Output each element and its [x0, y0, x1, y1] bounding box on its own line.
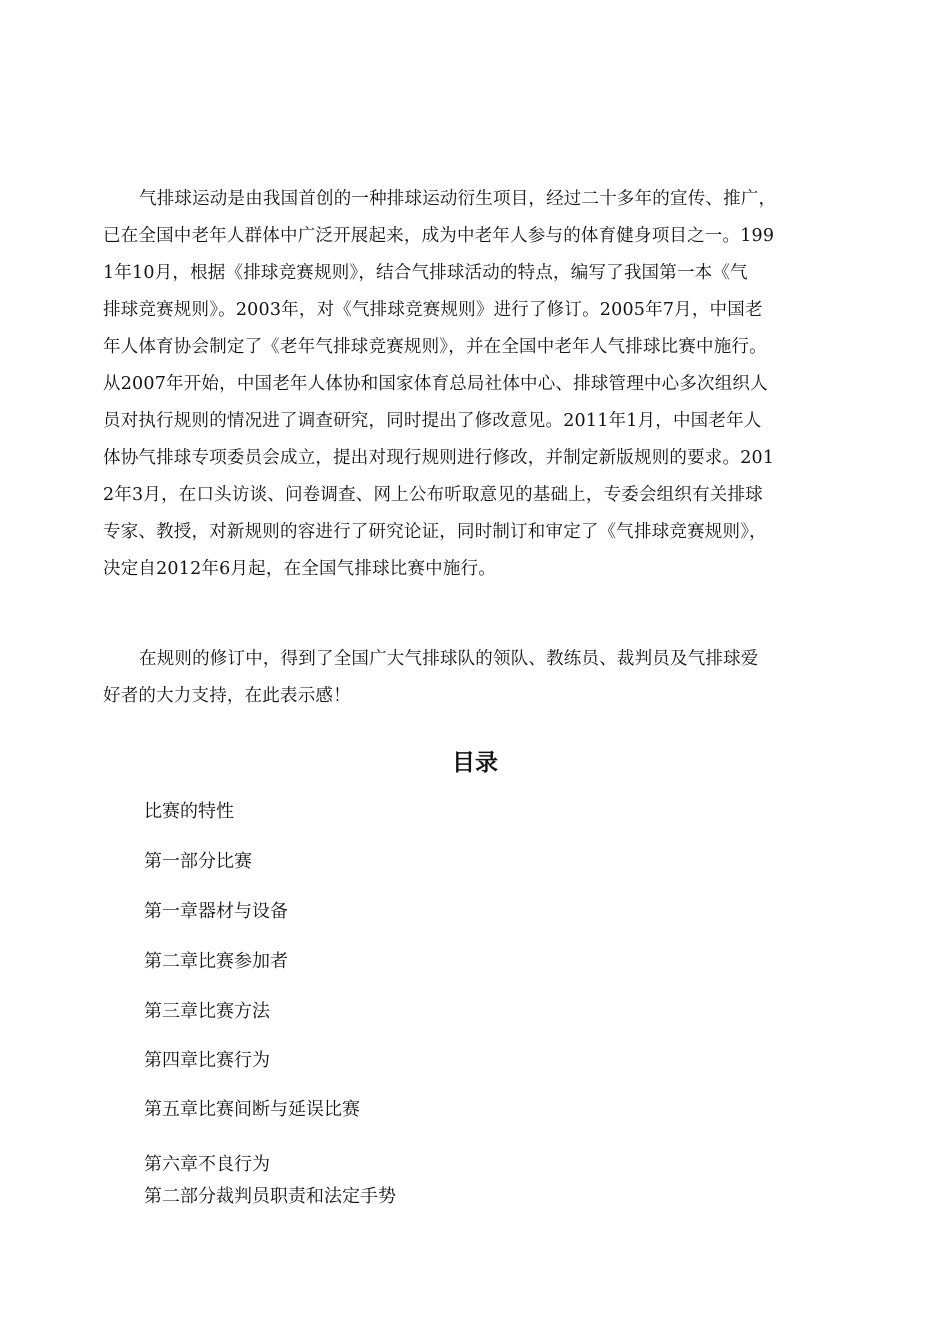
paragraph-line: 排球竞赛规则》。2003年，对《气排球竞赛规则》进行了修订。2005年7月，中国老 [103, 300, 763, 320]
toc-item[interactable]: 第三章比赛方法 [144, 1001, 270, 1022]
paragraph-line: 气排球运动是由我国首创的一种排球运动衍生项目，经过二十多年的宣传、推广， [139, 189, 777, 209]
paragraph-line: 1年10月，根据《排球竞赛规则》，结合气排球活动的特点，编写了我国第一本《气 [103, 263, 748, 283]
toc-item[interactable]: 第一部分比赛 [144, 851, 252, 872]
toc-item[interactable]: 第六章不良行为 [144, 1154, 270, 1175]
toc-item[interactable]: 第一章器材与设备 [144, 901, 288, 922]
paragraph-line: 在规则的修订中，得到了全国广大气排球队的领队、教练员、裁判员及气排球爱 [139, 649, 759, 669]
paragraph-line: 专家、教授，对新规则的容进行了研究论证，同时制订和审定了《气排球竞赛规则》， [103, 522, 767, 542]
paragraph-line: 已在全国中老年人群体中广泛开展起来，成为中老年人参与的体育健身项目之一。199 [103, 226, 775, 246]
paragraph-line: 员对执行规则的情况进了调查研究，同时提出了修改意见。2011年1月，中国老年人 [103, 411, 762, 431]
paragraph-line: 2年3月，在口头访谈、问卷调查、网上公布听取意见的基础上，专委会组织有关排球 [103, 485, 763, 505]
paragraph-line: 从2007年开始，中国老年人体协和国家体育总局社体中心、排球管理中心多次组织人 [103, 374, 768, 394]
acknowledgement-paragraph [103, 641, 873, 715]
toc-title: 目录 [452, 749, 498, 776]
paragraph-line: 体协气排球专项委员会成立，提出对现行规则进行修改，并制定新版规则的要求。201 [103, 448, 775, 468]
toc-item[interactable]: 第二章比赛参加者 [144, 951, 288, 972]
intro-paragraph [103, 181, 873, 588]
toc-item[interactable]: 第四章比赛行为 [144, 1050, 270, 1071]
toc-item[interactable]: 比赛的特性 [144, 801, 234, 822]
toc-item[interactable]: 第二部分裁判员职责和法定手势 [144, 1186, 396, 1207]
paragraph-line: 年人体育协会制定了《老年气排球竞赛规则》，并在全国中老年人气排球比赛中施行。 [103, 337, 767, 357]
toc-item[interactable]: 第五章比赛间断与延误比赛 [144, 1099, 360, 1120]
paragraph-line: 决定自2012年6月起，在全国气排球比赛中施行。 [103, 559, 496, 579]
paragraph-line: 好者的大力支持，在此表示感！ [103, 686, 351, 706]
